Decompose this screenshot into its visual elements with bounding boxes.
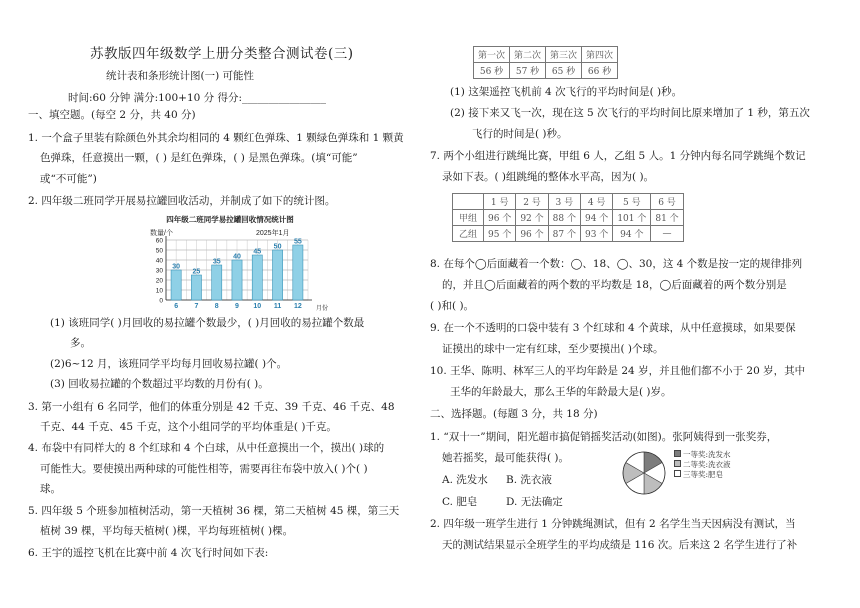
- table-cell: 81 个: [651, 210, 683, 226]
- c1-option-c: C. 肥皂: [442, 496, 478, 508]
- bar-chart-svg: [130, 213, 330, 313]
- q6-sub2b: 飞行的时间是( )秒。: [472, 128, 568, 140]
- table-row: [453, 210, 684, 226]
- legend-item: 三等奖:肥皂: [674, 470, 731, 480]
- chart-ylabel: 数量/个: [150, 230, 173, 237]
- q10-line2: 王华的年龄最大，那么王华的年龄最大是( )岁。: [450, 386, 672, 398]
- bar: [273, 250, 283, 300]
- q2-text: 2. 四年级二班同学开展易拉罐回收活动，并制成了如下的统计图。: [28, 195, 336, 207]
- data-label: 30: [172, 263, 181, 271]
- q4-line3: 球。: [40, 483, 61, 495]
- prize-wheel-svg: [620, 449, 668, 497]
- q9-line1: 9. 在一个不透明的口袋中装有 3 个红球和 4 个黄球，从中任意摸球，如果要保: [430, 322, 796, 334]
- table-cell: 65 秒: [546, 63, 582, 79]
- table-row: [474, 63, 618, 79]
- section1-heading: 一、填空题。(每空 2 分，共 40 分): [28, 109, 196, 121]
- q9-line2: 证摸出的球中一定有红球，至少要摸出( )个球。: [442, 343, 664, 355]
- c1-line1: 1. “双十一”期间，阳光超市搞促销摇奖活动(如图)。张阿姨得到一张奖券，: [430, 431, 778, 443]
- q7-line1: 7. 两个小组进行跳绳比赛，甲组 6 人，乙组 5 人。1 分钟内每名同学跳绳个数记: [430, 150, 806, 162]
- q6-sub1: (1) 这架遥控飞机前 4 次飞行的平均时间是( )秒。: [450, 86, 683, 98]
- table-cell: 66 秒: [582, 63, 618, 79]
- q1-line2: 色弹珠，任意摸出一颗，( ) 是红色弹珠，( ) 是黑色弹珠。(填“可能”: [40, 152, 358, 164]
- chart-title: 四年级二班同学易拉罐回收情况统计图: [166, 215, 294, 224]
- table-cell: 第一次: [474, 47, 510, 63]
- y-tick-label: 0: [159, 297, 163, 305]
- table-cell: 第三次: [546, 47, 582, 63]
- data-label: 45: [253, 248, 262, 256]
- section2-heading: 二、选择题。(每题 3 分，共 18 分): [430, 408, 598, 420]
- table-row: [453, 194, 684, 210]
- q2-sub1: (1) 该班同学( )月回收的易拉罐个数最少，( )月回收的易拉罐个数最: [50, 317, 365, 329]
- bar: [191, 275, 201, 300]
- table-cell: 4 号: [580, 194, 612, 210]
- q4-line2: 可能性大。要使摸出两种球的可能性相等，需要再往布袋中放入( )个( ): [40, 463, 368, 475]
- legend-item: 一等奖:洗发水: [674, 450, 731, 460]
- table-cell: 3 号: [548, 194, 580, 210]
- table-cell: 93 个: [580, 226, 612, 242]
- table-cell: 92 个: [516, 210, 548, 226]
- chart-date: 2025年1月: [256, 230, 290, 237]
- rope-table: [452, 193, 684, 242]
- y-tick-label: 50: [155, 247, 163, 255]
- table-row: [474, 47, 618, 63]
- table-cell: 94 个: [580, 210, 612, 226]
- x-tick-label: 7: [194, 303, 199, 310]
- y-tick-label: 20: [155, 277, 163, 285]
- table-cell: 第二次: [510, 47, 546, 63]
- q2-sub2: (2)6~12 月，该班同学平均每月回收易拉罐( )个。: [50, 358, 288, 370]
- table-cell: 1 号: [484, 194, 516, 210]
- y-tick-label: 30: [155, 267, 163, 275]
- exam-meta: 时间:60 分钟 满分:100+10 分 得分:________________: [68, 92, 327, 104]
- data-label: 40: [233, 253, 241, 261]
- q8-line2: 的，并且◯后面藏着的两个数的平均数是 18，◯后面藏着的两个数分别是: [442, 279, 787, 291]
- q3-line1: 3. 第一小组有 6 名同学，他们的体重分别是 42 千克、39 千克、46 千克、48: [28, 401, 395, 413]
- table-cell: 96 个: [516, 226, 548, 242]
- x-tick-label: 8: [214, 303, 219, 310]
- q2-sub1b: 多。: [70, 337, 91, 349]
- legend-item: 二等奖:洗衣液: [674, 460, 731, 470]
- c1-line2: 她若摇奖，最可能获得( )。: [442, 452, 570, 464]
- x-tick-label: 6: [174, 303, 179, 310]
- data-label: 35: [212, 258, 221, 266]
- table-cell: 56 秒: [474, 63, 510, 79]
- table-cell: 87 个: [548, 226, 580, 242]
- table-cell: 94 个: [613, 226, 651, 242]
- y-tick-label: 10: [155, 287, 163, 295]
- flight-time-table: [473, 46, 618, 79]
- q10-line1: 10. 王华、陈明、林军三人的平均年龄是 24 岁，并且他们都不小于 20 岁，其中: [430, 365, 806, 377]
- q2-sub3: (3) 回收易拉罐的个数超过平均数的月份有( )。: [50, 378, 269, 390]
- q1-line3: 或“不可能”): [40, 173, 97, 185]
- x-tick-label: 10: [253, 303, 262, 310]
- table-cell: 57 秒: [510, 63, 546, 79]
- x-tick-label: 9: [235, 303, 239, 310]
- y-tick-label: 60: [155, 237, 163, 245]
- table-cell: 2 号: [516, 194, 548, 210]
- bar: [171, 270, 181, 300]
- chart-xlabel: 月份: [316, 306, 329, 312]
- prize-wheel: [620, 449, 668, 497]
- table-cell: 95 个: [484, 226, 516, 242]
- q6-text: 6. 王宇的遥控飞机在比赛中前 4 次飞行时间如下表:: [28, 547, 269, 559]
- table-cell: 6 号: [651, 194, 683, 210]
- x-tick-label: 12: [293, 303, 302, 310]
- c2-line2: 天的测试结果显示全班学生的平均成绩是 116 次。后来这 2 名学生进行了补: [442, 539, 798, 551]
- c1-option-a: A. 洗发水: [442, 474, 488, 486]
- c1-option-d: D. 无法确定: [506, 496, 563, 508]
- bar: [232, 260, 242, 300]
- table-cell: 第四次: [582, 47, 618, 63]
- q8-line3: ( )和( )。: [430, 300, 475, 312]
- c1-option-b: B. 洗衣液: [506, 474, 552, 486]
- bar-chart: [130, 213, 330, 313]
- q7-line2: 录如下表。( )组跳绳的整体水平高，因为( )。: [442, 171, 655, 183]
- data-label: 25: [192, 268, 201, 276]
- c2-line1: 2. 四年级一班学生进行 1 分钟跳绳测试，但有 2 名学生当天因病没有测试，当: [430, 518, 796, 530]
- data-label: 50: [273, 243, 282, 251]
- wheel-legend: [674, 450, 731, 480]
- page-title: 苏教版四年级数学上册分类整合测试卷(三): [90, 46, 354, 62]
- table-row: [453, 226, 684, 242]
- table-cell: —: [651, 226, 683, 242]
- table-cell: 101 个: [613, 210, 651, 226]
- page-subtitle: 统计表和条形统计图(一) 可能性: [106, 70, 255, 82]
- table-cell: 乙组: [453, 226, 484, 242]
- q5-line1: 5. 四年级 5 个班参加植树活动，第一天植树 36 棵，第二天植树 45 棵，第三天: [28, 505, 400, 517]
- x-tick-label: 11: [273, 303, 282, 310]
- table-cell: 96 个: [484, 210, 516, 226]
- q8-line1: 8. 在每个◯后面藏着一个数：◯、18、◯、30，这 4 个数是按一定的规律排列: [430, 258, 803, 270]
- table-cell: [453, 194, 484, 210]
- table-cell: 甲组: [453, 210, 484, 226]
- q4-line1: 4. 布袋中有同样大的 8 个红球和 4 个白球，从中任意摸出一个，摸出( )球的: [28, 442, 385, 454]
- table-cell: 5 号: [613, 194, 651, 210]
- y-tick-label: 40: [155, 257, 163, 265]
- bar: [293, 245, 303, 300]
- q1-line1: 1. 一个盒子里装有除颜色外其余均相同的 4 颗红色弹珠、1 颗绿色弹珠和 1 颗黄: [28, 132, 404, 144]
- bar: [212, 265, 222, 300]
- data-label: 55: [293, 238, 302, 246]
- q5-line2: 植树 39 棵，平均每天植树( )棵，平均每班植树( )棵。: [40, 525, 294, 537]
- table-cell: 88 个: [548, 210, 580, 226]
- q6-sub2: (2) 接下来又飞一次，现在这 5 次飞行的平均时间比原来增加了 1 秒，第五次: [450, 107, 810, 119]
- q3-line2: 千克、44 千克、45 千克，这个小组同学的平均体重是( )千克。: [40, 421, 337, 433]
- bar: [252, 255, 262, 300]
